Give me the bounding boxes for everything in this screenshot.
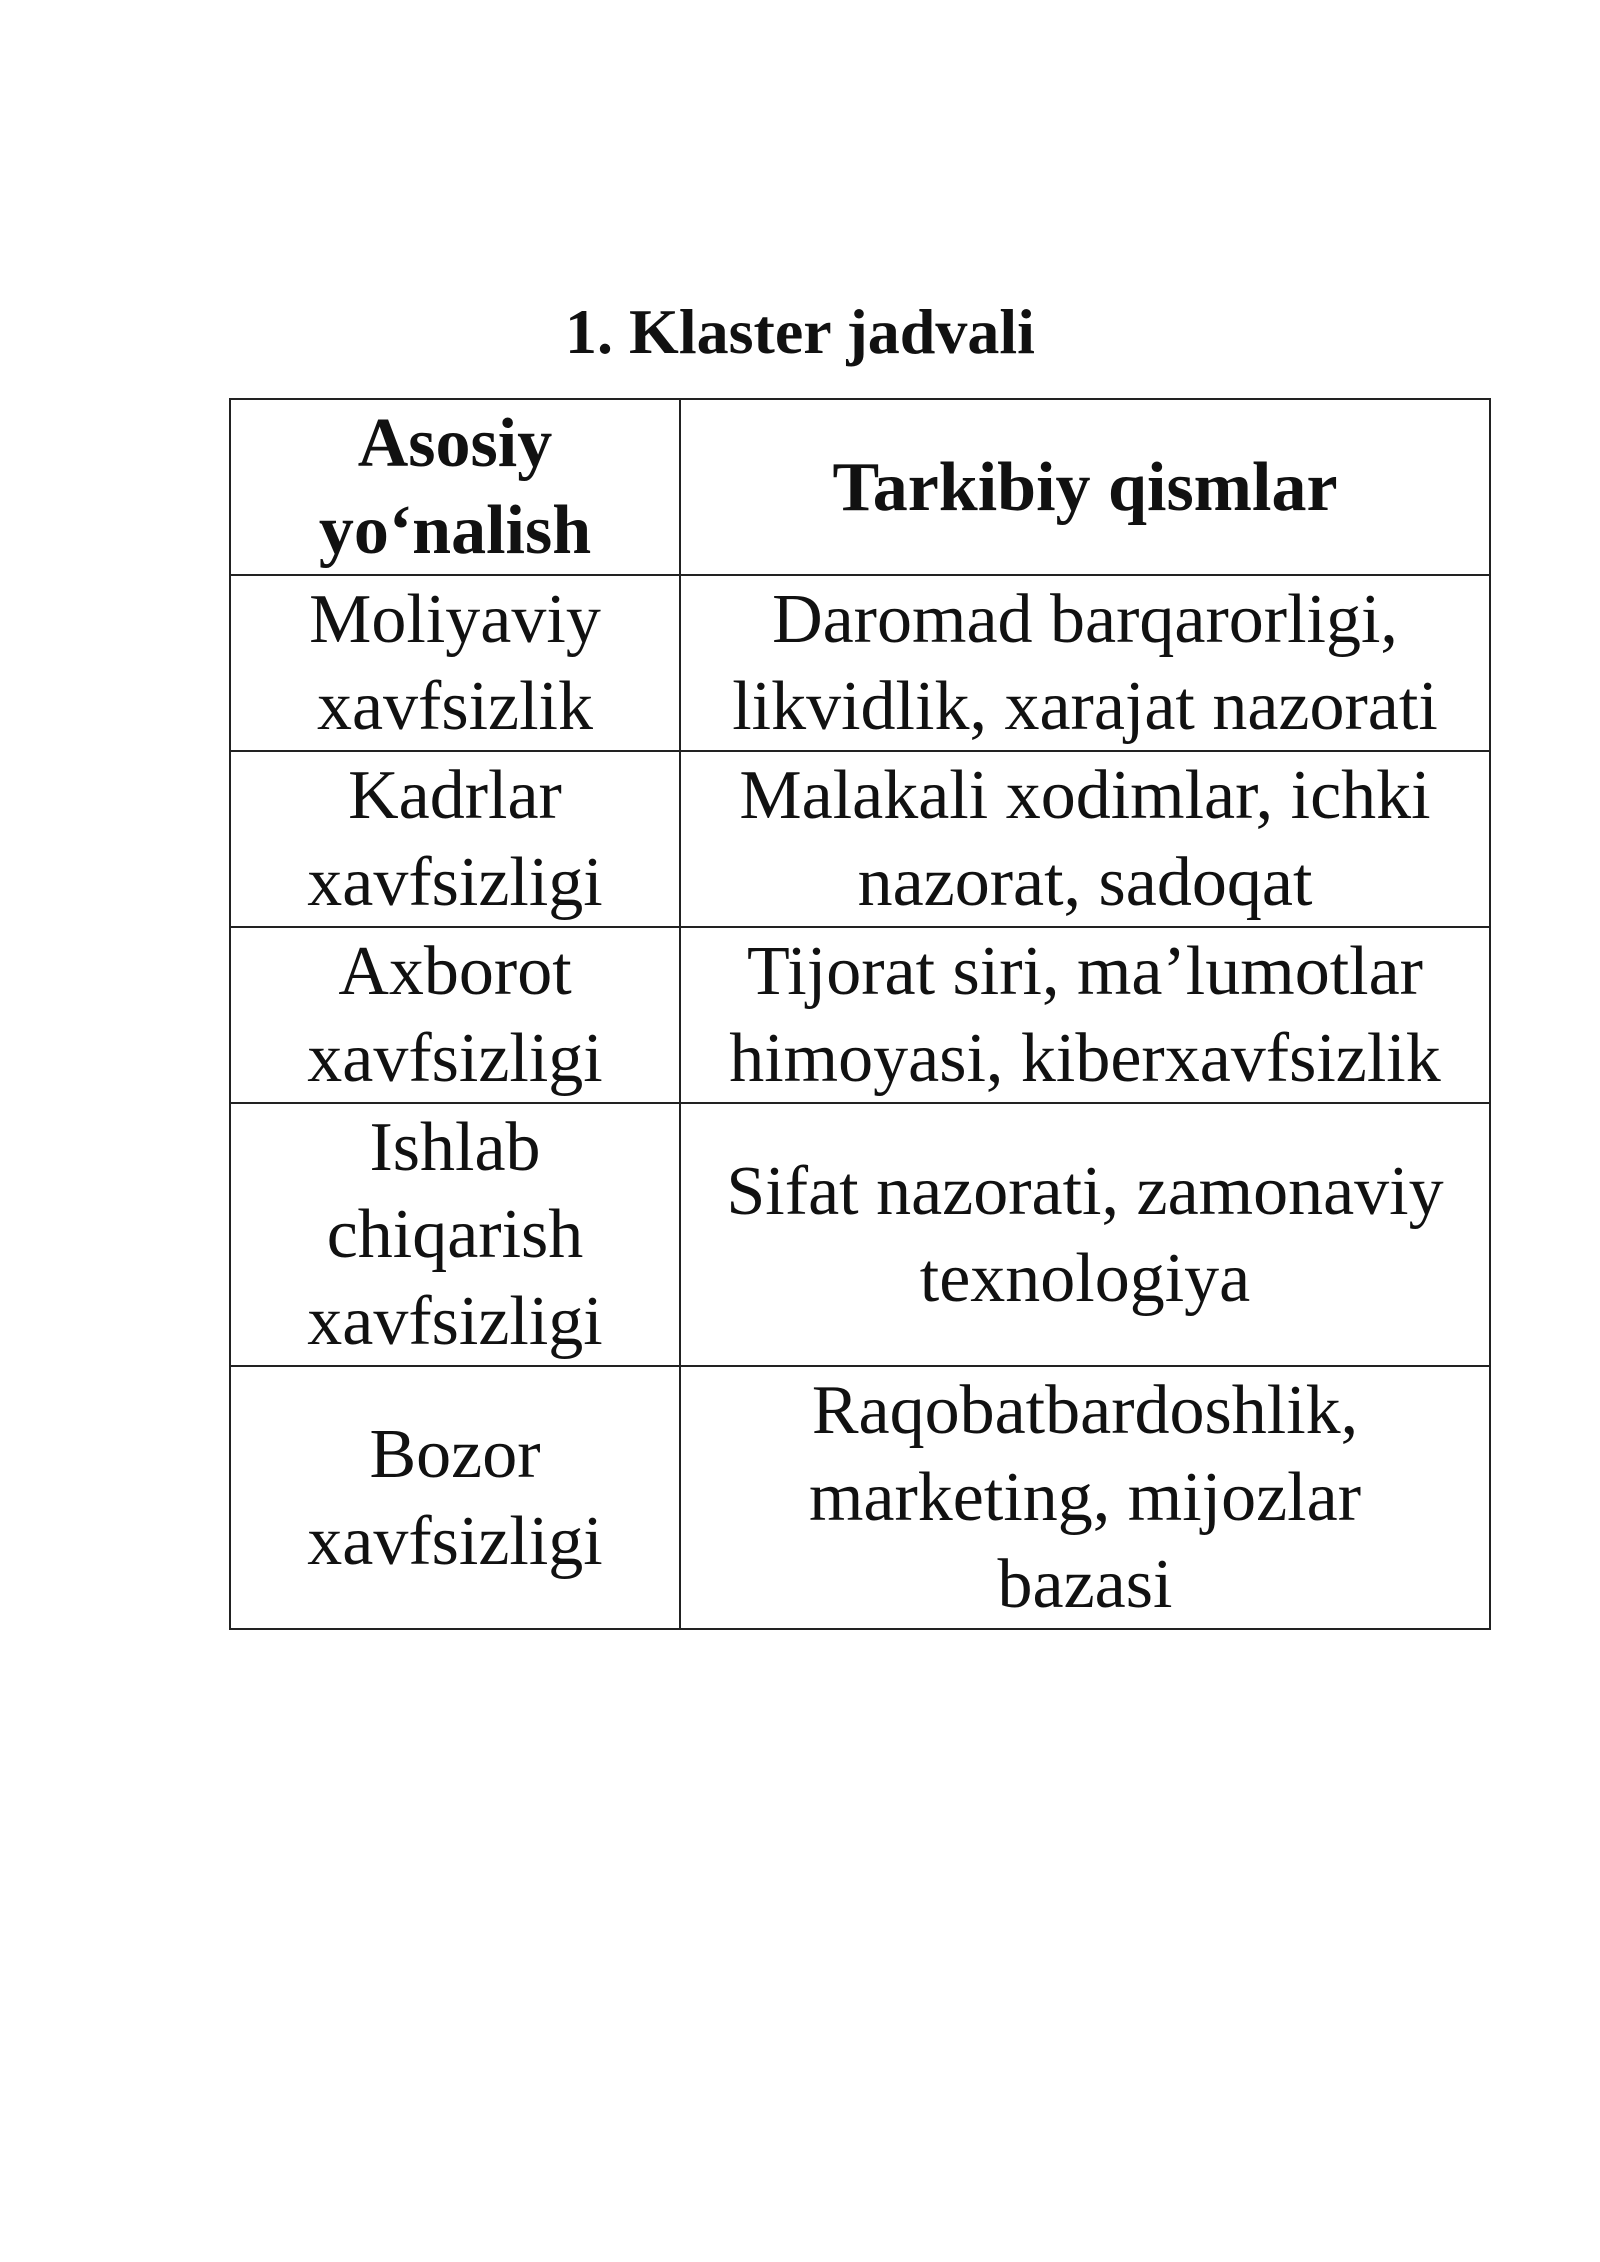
components-line: Daromad barqarorligi, bbox=[772, 581, 1398, 658]
direction-cell bbox=[230, 1103, 680, 1366]
table-row bbox=[230, 1366, 1490, 1629]
components-cell bbox=[680, 575, 1490, 751]
components-line: bazasi bbox=[997, 1546, 1173, 1623]
direction-line: Kadrlar bbox=[348, 757, 562, 834]
header-components-line: Tarkibiy qismlar bbox=[832, 448, 1338, 526]
direction-line: Moliyaviy bbox=[309, 581, 601, 658]
direction-line: chiqarish bbox=[326, 1196, 584, 1273]
components-line: likvidlik, xarajat nazorati bbox=[732, 668, 1438, 745]
direction-cell bbox=[230, 1366, 680, 1629]
components-line: Tijorat siri, ma’lumotlar bbox=[747, 933, 1423, 1010]
table-row bbox=[230, 1103, 1490, 1366]
components-line: marketing, mijozlar bbox=[808, 1459, 1362, 1536]
direction-line: Axborot bbox=[338, 933, 572, 1010]
components-line: Malakali xodimlar, ichki bbox=[739, 757, 1431, 834]
components-cell bbox=[680, 927, 1490, 1103]
cluster-table bbox=[229, 398, 1491, 1630]
direction-cell bbox=[230, 575, 680, 751]
header-main-direction-line: Asosiy bbox=[357, 405, 553, 482]
direction-cell bbox=[230, 751, 680, 927]
header-main-direction bbox=[230, 399, 680, 575]
direction-line: Ishlab bbox=[369, 1109, 541, 1186]
direction-cell bbox=[230, 927, 680, 1103]
table-row bbox=[230, 575, 1490, 751]
components-cell bbox=[680, 751, 1490, 927]
components-line: nazorat, sadoqat bbox=[857, 844, 1313, 921]
header-components bbox=[680, 399, 1490, 575]
components-cell bbox=[680, 1103, 1490, 1366]
table-row bbox=[230, 927, 1490, 1103]
header-main-direction-line: yo‘nalish bbox=[318, 492, 592, 569]
components-line: texnologiya bbox=[919, 1239, 1251, 1317]
components-line: Sifat nazorati, zamonaviy bbox=[726, 1152, 1444, 1230]
direction-line: Bozor bbox=[369, 1415, 541, 1493]
components-cell bbox=[680, 1366, 1490, 1629]
page-title: 1. Klaster jadvali bbox=[565, 296, 1035, 367]
direction-line: xavfsizligi bbox=[307, 1283, 603, 1360]
direction-line: xavfsizligi bbox=[307, 1502, 603, 1580]
components-line: himoyasi, kiberxavfsizlik bbox=[729, 1020, 1441, 1097]
components-line: Raqobatbardoshlik, bbox=[811, 1372, 1359, 1449]
table-header-row bbox=[230, 399, 1490, 575]
direction-line: xavfsizligi bbox=[307, 1020, 603, 1097]
direction-line: xavfsizligi bbox=[307, 844, 603, 921]
direction-line: xavfsizlik bbox=[316, 668, 594, 745]
table-row bbox=[230, 751, 1490, 927]
